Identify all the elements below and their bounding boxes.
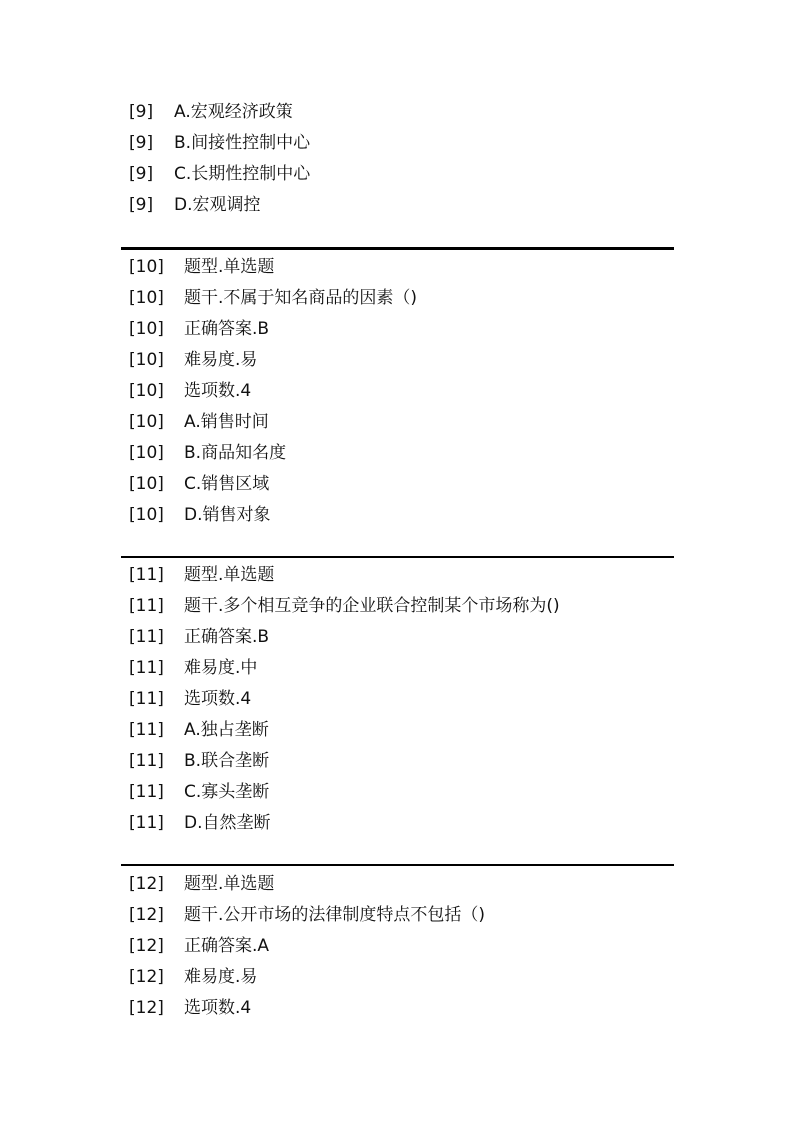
option-c: C.长期性控制中心 bbox=[174, 164, 311, 184]
question-line bbox=[129, 379, 252, 403]
question-type: 题型.单选题 bbox=[184, 257, 275, 277]
question-number: [11] bbox=[129, 751, 164, 771]
question-number: [11] bbox=[129, 596, 164, 616]
question-number: [10] bbox=[129, 319, 164, 339]
question-line bbox=[129, 348, 258, 372]
option-a: A.宏观经济政策 bbox=[174, 102, 293, 122]
option-b: B.商品知名度 bbox=[184, 443, 287, 463]
question-stem: 题干.不属于知名商品的因素（) bbox=[184, 288, 418, 308]
separator-line bbox=[121, 864, 674, 866]
question-line bbox=[129, 503, 271, 527]
question-number: [10] bbox=[129, 412, 164, 432]
question-line bbox=[129, 903, 486, 927]
correct-answer: 正确答案.A bbox=[184, 936, 270, 956]
option-count: 选项数.4 bbox=[184, 998, 252, 1018]
question-number: [12] bbox=[129, 967, 164, 987]
question-number: [10] bbox=[129, 350, 164, 370]
question-number: [10] bbox=[129, 288, 164, 308]
question-number: [10] bbox=[129, 505, 164, 525]
option-c: C.寡头垄断 bbox=[184, 782, 270, 802]
option-d: D.宏观调控 bbox=[174, 195, 261, 215]
question-number: [9] bbox=[129, 164, 154, 184]
question-number: [11] bbox=[129, 565, 164, 585]
question-stem: 题干.公开市场的法律制度特点不包括（) bbox=[184, 905, 486, 925]
question-number: [11] bbox=[129, 782, 164, 802]
question-line bbox=[129, 441, 287, 465]
question-line bbox=[129, 749, 270, 773]
difficulty: 难易度.中 bbox=[184, 658, 258, 678]
question-line bbox=[129, 625, 270, 649]
question-line bbox=[129, 965, 258, 989]
question-number: [10] bbox=[129, 474, 164, 494]
question-stem: 题干.多个相互竞争的企业联合控制某个市场称为() bbox=[184, 596, 560, 616]
correct-answer: 正确答案.B bbox=[184, 319, 270, 339]
option-count: 选项数.4 bbox=[184, 381, 252, 401]
question-number: [12] bbox=[129, 874, 164, 894]
question-line bbox=[129, 718, 269, 742]
question-number: [11] bbox=[129, 689, 164, 709]
question-number: [10] bbox=[129, 381, 164, 401]
question-number: [12] bbox=[129, 936, 164, 956]
question-line bbox=[129, 317, 270, 341]
question-number: [12] bbox=[129, 905, 164, 925]
question-line bbox=[129, 162, 311, 186]
question-line bbox=[129, 193, 261, 217]
question-line bbox=[129, 255, 275, 279]
question-line bbox=[129, 872, 275, 896]
question-line bbox=[129, 410, 269, 434]
option-c: C.销售区域 bbox=[184, 474, 270, 494]
question-line bbox=[129, 780, 270, 804]
question-line bbox=[129, 687, 252, 711]
question-number: [10] bbox=[129, 257, 164, 277]
question-line bbox=[129, 131, 311, 155]
option-count: 选项数.4 bbox=[184, 689, 252, 709]
question-line bbox=[129, 594, 560, 618]
option-a: A.独占垄断 bbox=[184, 720, 269, 740]
question-line bbox=[129, 996, 252, 1020]
difficulty: 难易度.易 bbox=[184, 350, 258, 370]
question-line bbox=[129, 472, 270, 496]
difficulty: 难易度.易 bbox=[184, 967, 258, 987]
question-line bbox=[129, 100, 293, 124]
question-number: [10] bbox=[129, 443, 164, 463]
question-line bbox=[129, 563, 275, 587]
option-d: D.销售对象 bbox=[184, 505, 271, 525]
question-line bbox=[129, 934, 270, 958]
question-type: 题型.单选题 bbox=[184, 874, 275, 894]
question-line bbox=[129, 656, 258, 680]
separator-line bbox=[121, 556, 674, 558]
separator-line bbox=[121, 247, 674, 250]
question-number: [9] bbox=[129, 195, 154, 215]
question-line bbox=[129, 811, 271, 835]
option-a: A.销售时间 bbox=[184, 412, 269, 432]
question-line bbox=[129, 286, 418, 310]
question-number: [11] bbox=[129, 813, 164, 833]
question-number: [11] bbox=[129, 658, 164, 678]
question-number: [12] bbox=[129, 998, 164, 1018]
option-b: B.间接性控制中心 bbox=[174, 133, 311, 153]
question-number: [11] bbox=[129, 627, 164, 647]
correct-answer: 正确答案.B bbox=[184, 627, 270, 647]
question-number: [11] bbox=[129, 720, 164, 740]
question-number: [9] bbox=[129, 102, 154, 122]
option-d: D.自然垄断 bbox=[184, 813, 271, 833]
option-b: B.联合垄断 bbox=[184, 751, 270, 771]
question-number: [9] bbox=[129, 133, 154, 153]
question-type: 题型.单选题 bbox=[184, 565, 275, 585]
